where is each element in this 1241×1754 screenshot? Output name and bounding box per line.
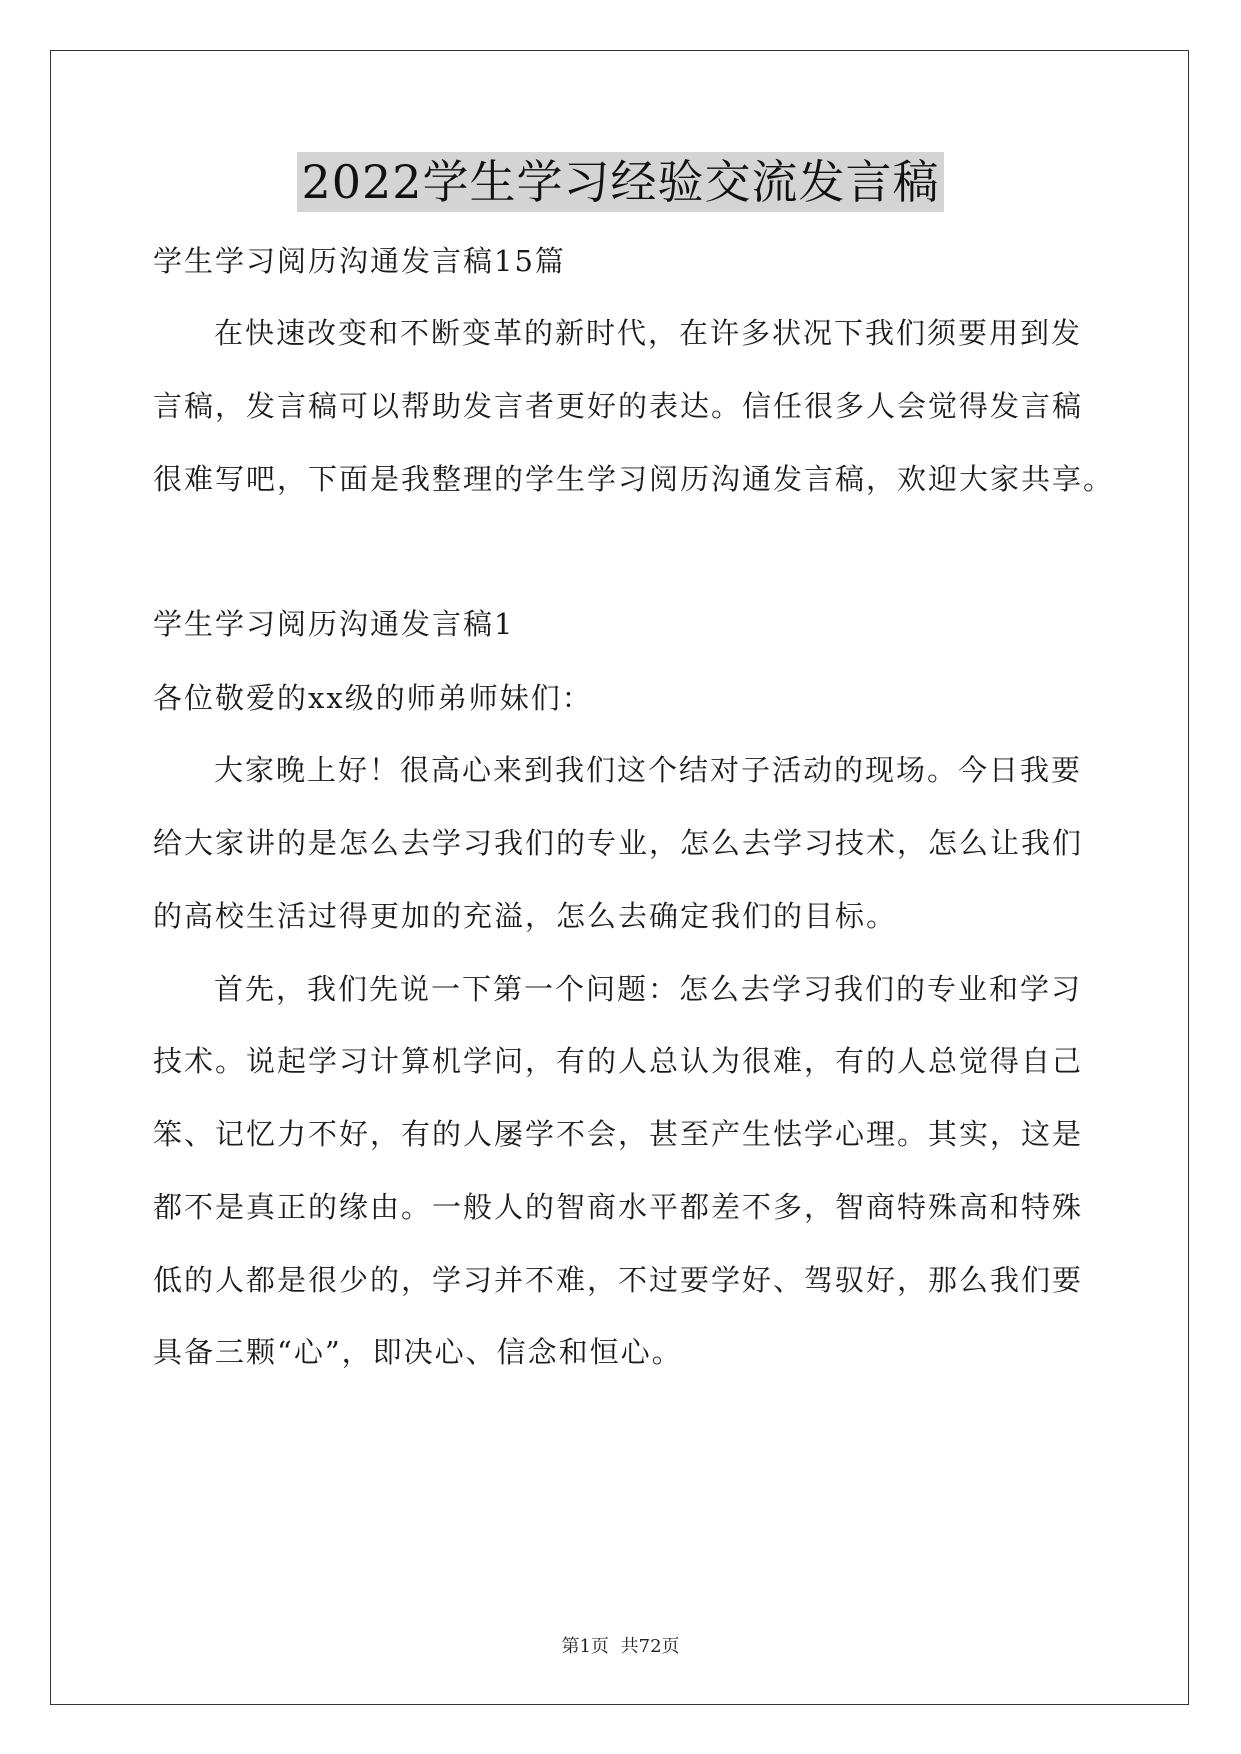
paragraph-line: 大家晚上好！很高心来到我们这个结对子活动的现场。今日我要 [214, 753, 1083, 787]
intro-line: 在快速改变和不断变革的新时代，在许多状况下我们须要用到发 [214, 316, 1083, 350]
section-heading: 学生学习阅历沟通发言稿1 [153, 607, 515, 641]
page-border [50, 50, 1189, 1705]
salutation: 各位敬爱的xx级的师弟师妹们： [153, 681, 593, 715]
intro-line: 言稿，发言稿可以帮助发言者更好的表达。信任很多人会觉得发言稿 [153, 389, 1084, 423]
page-number: 第1页 [561, 1636, 609, 1657]
page-footer [0, 1632, 1241, 1658]
paragraph-line: 具备三颗“心”，即决心、信念和恒心。 [153, 1335, 683, 1369]
subtitle: 学生学习阅历沟通发言稿15篇 [153, 244, 566, 278]
paragraph-line: 首先，我们先说一下第一个问题：怎么去学习我们的专业和学习 [214, 972, 1083, 1006]
paragraph-line: 的高校生活过得更加的充溢，怎么去确定我们的目标。 [153, 899, 898, 933]
paragraph-line: 都不是真正的缘由。一般人的智商水平都差不多，智商特殊高和特殊 [153, 1190, 1084, 1224]
paragraph-line: 低的人都是很少的，学习并不难，不过要学好、驾驭好，那么我们要 [153, 1263, 1084, 1297]
paragraph-line: 给大家讲的是怎么去学习我们的专业，怎么去学习技术，怎么让我们 [153, 826, 1084, 860]
page-total: 共72页 [620, 1636, 680, 1657]
paragraph-line: 技术。说起学习计算机学问，有的人总认为很难，有的人总觉得自己 [153, 1044, 1084, 1078]
intro-line: 很难写吧，下面是我整理的学生学习阅历沟通发言稿，欢迎大家共享。 [153, 462, 1115, 496]
title-container [0, 152, 1241, 212]
paragraph-line: 笨、记忆力不好，有的人屡学不会，甚至产生怯学心理。其实，这是 [153, 1117, 1084, 1151]
document-title: 2022学生学习经验交流发言稿 [297, 152, 943, 212]
